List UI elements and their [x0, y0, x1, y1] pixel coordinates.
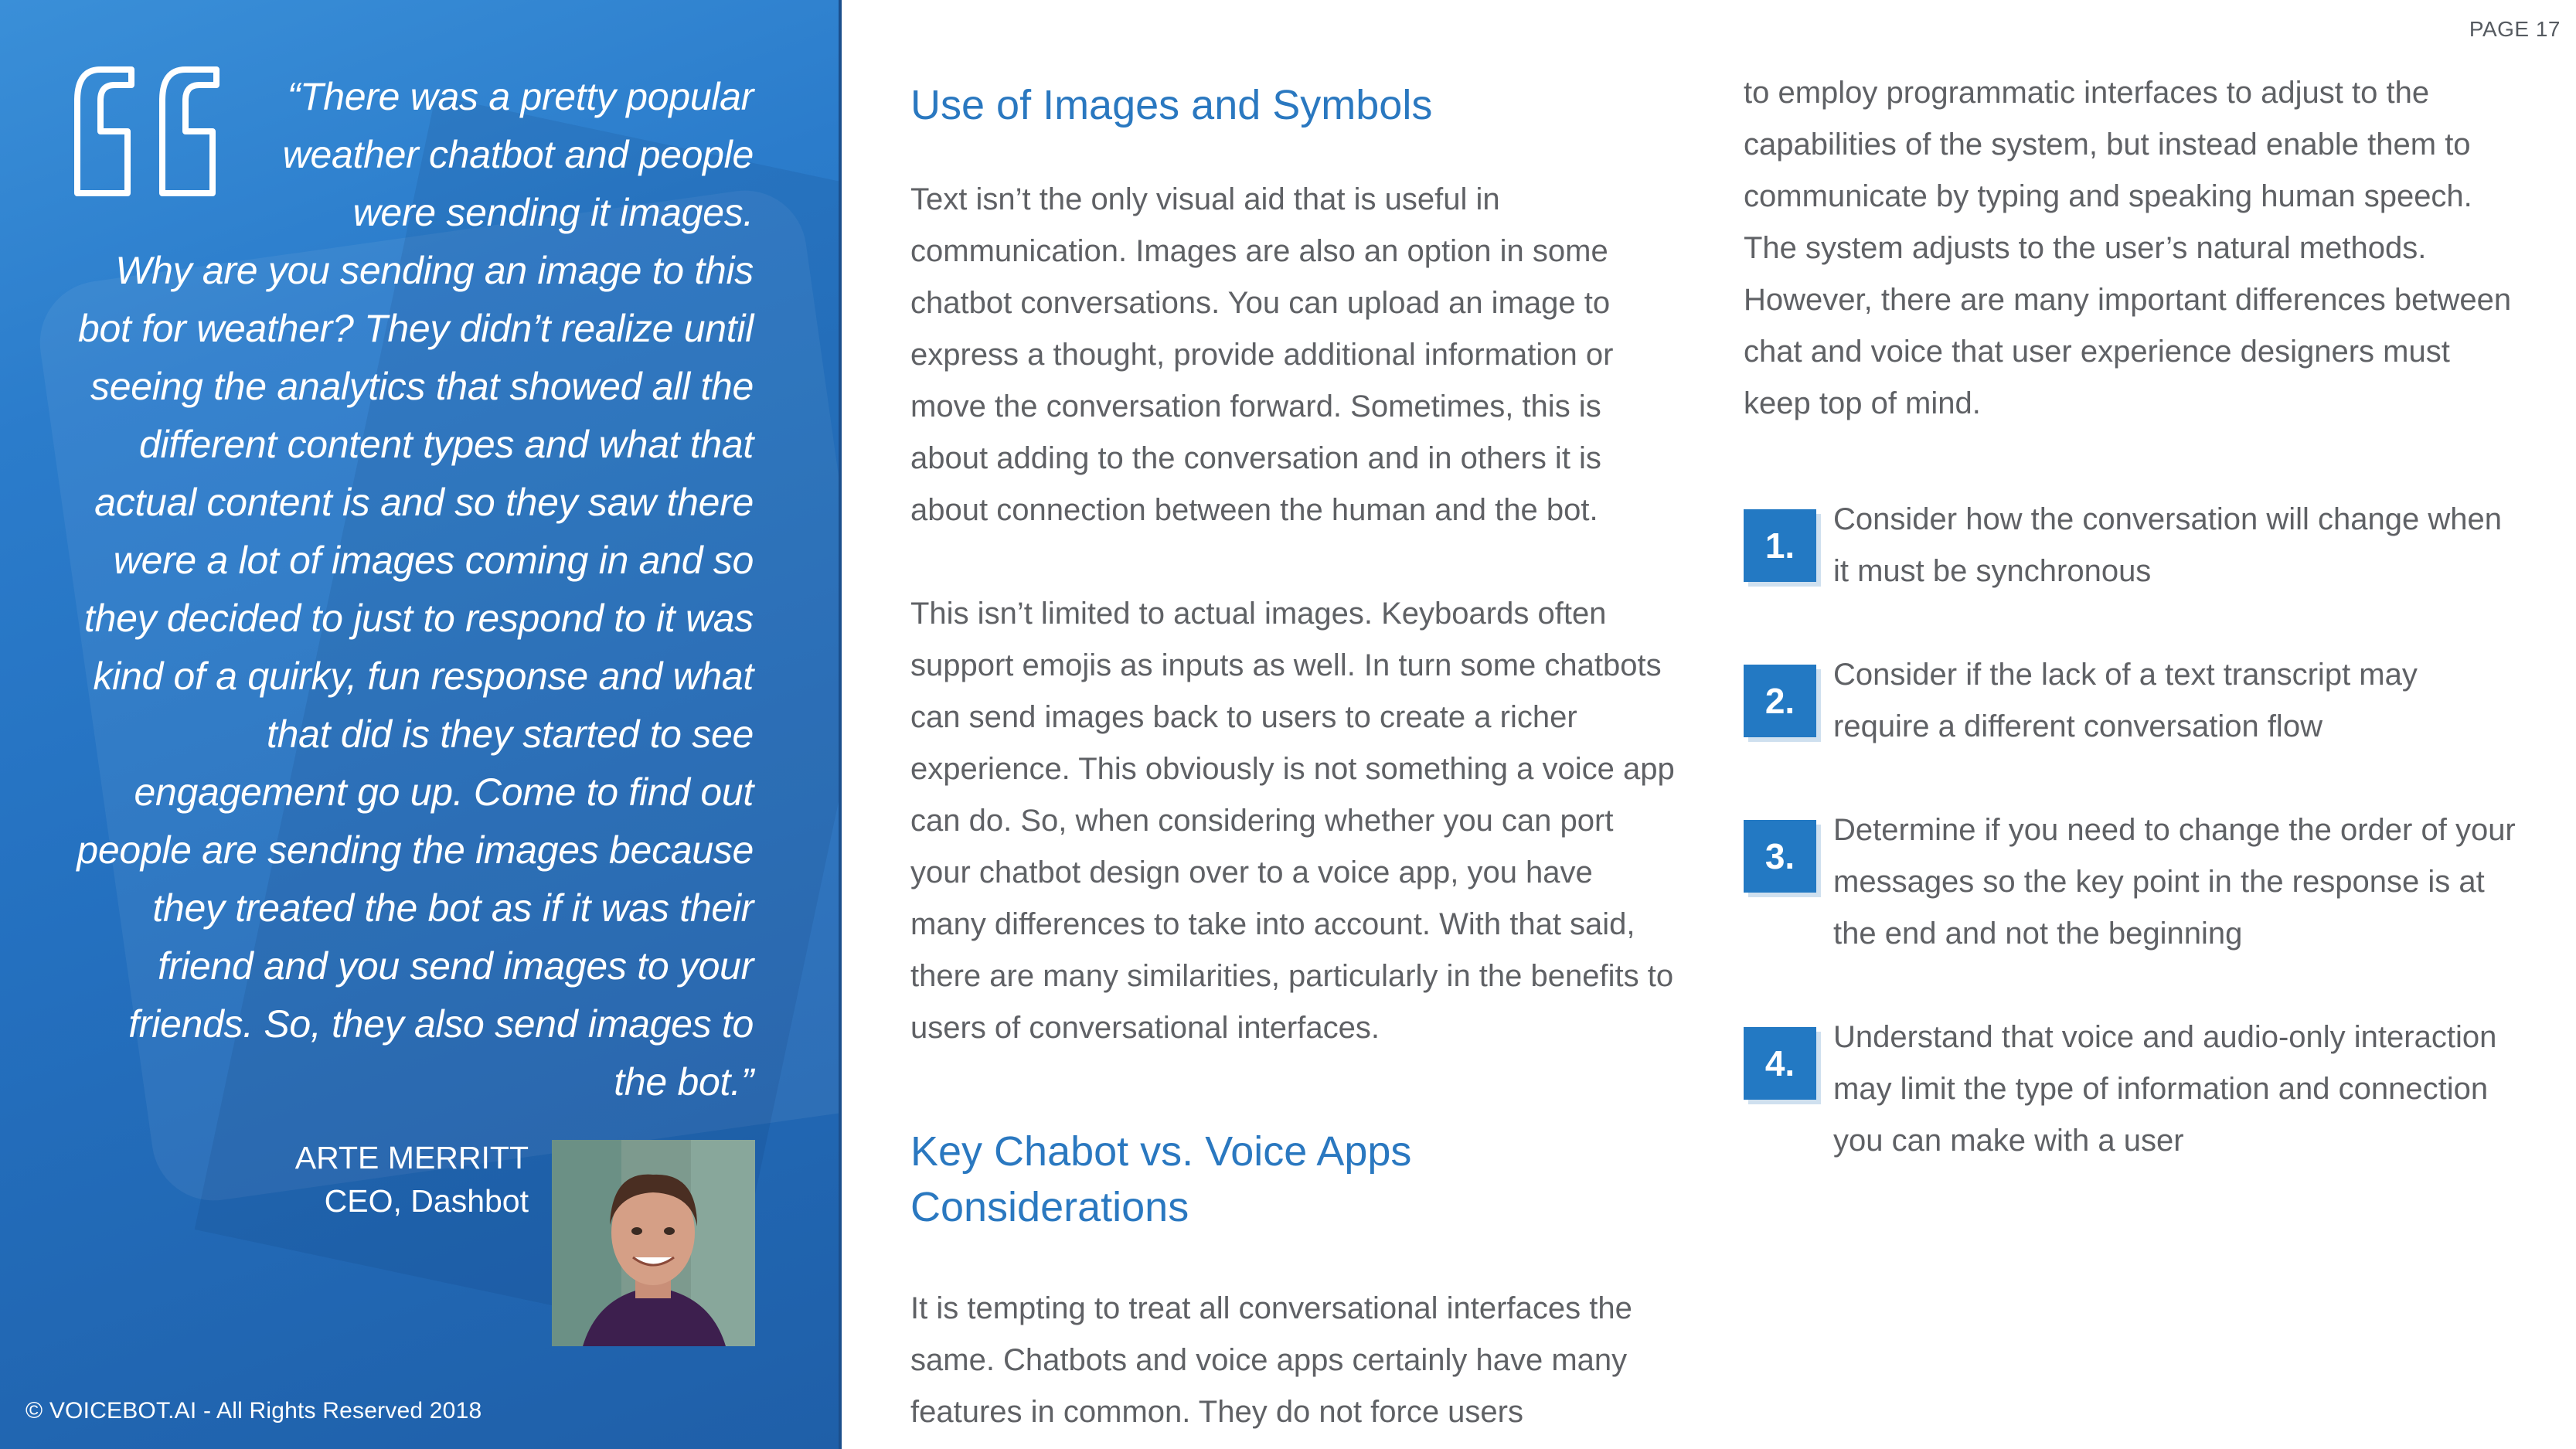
author-name: ARTE MERRITT	[294, 1140, 529, 1175]
quote-attribution	[295, 1136, 529, 1223]
list-item	[1744, 494, 2516, 597]
list-item	[1744, 1012, 2516, 1167]
list-item-text: Consider if the lack of a text transcript may require a different conversation flow	[1833, 658, 2418, 743]
page-number: PAGE 17	[2469, 17, 2561, 41]
paragraph: Text isn’t the only visual aid that is useful in communication. Images are also an option in some chatbot conversations. You can upload an image to express a thought, provide additional information or move the conversation forward. Sometimes, this is about adding to the conversation and in others it is about connection between the human and the bot.	[910, 182, 1614, 527]
quote-panel	[0, 0, 842, 1449]
list-item-text: Determine if you need to change the order of your messages so the key point in the response is at the end and not the beginning	[1833, 813, 2516, 951]
list-item	[1744, 649, 2516, 753]
list-number-badge: 4.	[1744, 1027, 1816, 1100]
list-item-text: Understand that voice and audio-only interaction may limit the type of information and connection you can make with a user	[1833, 1020, 2497, 1158]
right-column	[1744, 67, 2516, 1219]
paragraph: to employ programmatic interfaces to adjust to the capabilities of the system, but instead enable them to communicate by typing and speaking human speech. The system adjusts to the user’s natural methods. However, there are many important differences between chat and voice that user experience designers must keep top of mind.	[1744, 76, 2512, 420]
author-avatar	[552, 1140, 755, 1346]
section-title-images-symbols: Use of Images and Symbols	[910, 82, 1433, 128]
section-title-considerations: Key Chabot vs. Voice Apps Considerations	[910, 1128, 1412, 1230]
paragraph: It is tempting to treat all conversational interfaces the same. Chatbots and voice apps certainly have many features in common. They do not force users	[910, 1291, 1632, 1429]
list-number-badge: 1.	[1744, 509, 1816, 582]
list-item	[1744, 804, 2516, 960]
middle-column	[910, 77, 1676, 1438]
list-number-badge: 2.	[1744, 665, 1816, 737]
testimonial-quote	[73, 68, 754, 1111]
copyright-notice: © VOICEBOT.AI - All Rights Reserved 2018	[26, 1398, 482, 1423]
list-item-text: Consider how the conversation will change when it must be synchronous	[1833, 502, 2502, 588]
paragraph: This isn’t limited to actual images. Keyboards often support emojis as inputs as well. In turn some chatbots can send images back to users to create a richer experience. This obviously is not something a voice app can do. So, when considering whether you can port your chatbot design over to a voice app, you have many differences to take into account. With that said, there are many similarities, particularly in the benefits to users of conversational interfaces.	[910, 597, 1675, 1045]
author-title: CEO, Dashbot	[324, 1183, 529, 1219]
panel-divider	[839, 0, 842, 1449]
list-number-badge: 3.	[1744, 820, 1816, 893]
quote-body: “There was a pretty popular weather chatbot and people were sending it images. Why are you sending an image to this bot for weather? They didn’t realize until seeing the analytics that showed all the different content types and what that actual content is and so they saw there were a lot of images coming in and so they decided to just to respond to it was kind of a quirky, fun response and what that did is they started to see engagement go up. Come to find out people are sending the images because they treated the bot as if it was their friend and you send images to your friends. So, they also send images to the bot.”	[77, 75, 754, 1104]
